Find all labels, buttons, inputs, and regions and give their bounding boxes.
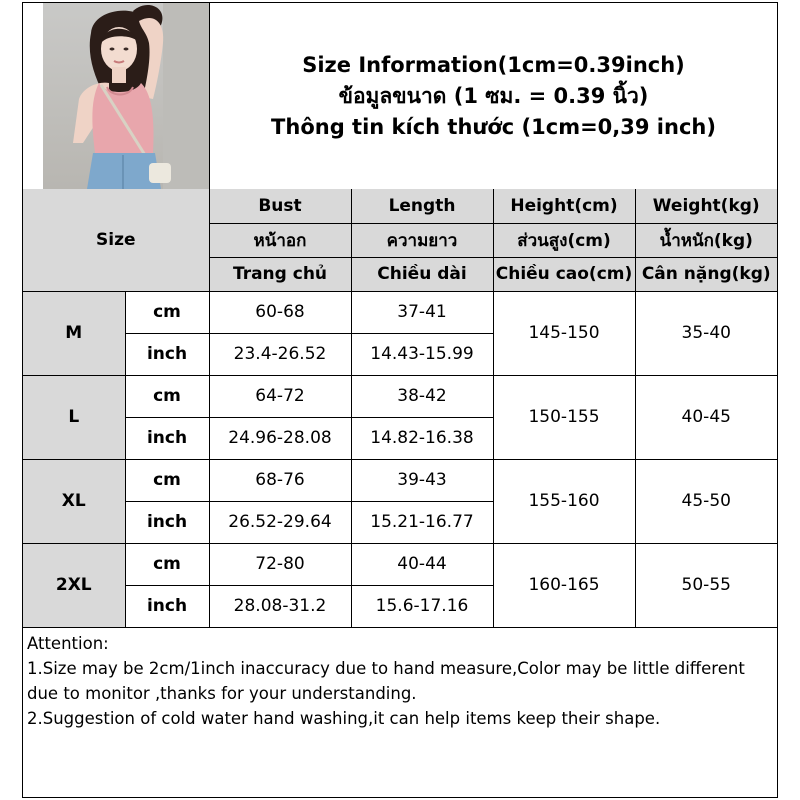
table-row: [23, 459, 777, 501]
unit-cell: inch: [125, 417, 209, 459]
bust-cm-cell: 64-72: [209, 375, 351, 417]
attention-notes: [27, 631, 772, 731]
table-row: [23, 543, 777, 585]
table-row: [23, 291, 777, 333]
col-bust-vi: Trang chủ: [209, 257, 351, 291]
col-weight-en: Weight(kg): [635, 189, 777, 223]
size-cell: 2XL: [23, 543, 125, 627]
unit-cell: cm: [125, 543, 209, 585]
col-bust-th: หน้าอก: [209, 223, 351, 257]
unit-cell: cm: [125, 459, 209, 501]
attention-item-1: 1.Size may be 2cm/1inch inaccuracy due to hand measure,Color may be little different due to monitor ,thanks for your understanding.: [27, 659, 745, 703]
bust-cm-cell: 72-80: [209, 543, 351, 585]
model-photo: [43, 3, 209, 189]
length-cm-cell: 37-41: [351, 291, 493, 333]
attention-heading: Attention:: [27, 634, 109, 653]
size-header: Size: [23, 189, 209, 291]
size-table: [23, 189, 777, 628]
height-cell: 160-165: [493, 543, 635, 627]
length-inch-cell: 14.43-15.99: [351, 333, 493, 375]
col-weight-vi: Cân nặng(kg): [635, 257, 777, 291]
unit-cell: inch: [125, 501, 209, 543]
title-thai: ข้อมูลขนาด (1 ซม. = 0.39 นิ้ว): [338, 83, 649, 108]
bust-inch-cell: 23.4-26.52: [209, 333, 351, 375]
weight-cell: 35-40: [635, 291, 777, 375]
unit-cell: cm: [125, 375, 209, 417]
length-inch-cell: 15.21-16.77: [351, 501, 493, 543]
col-length-en: Length: [351, 189, 493, 223]
bust-cm-cell: 68-76: [209, 459, 351, 501]
col-height-th: ส่วนสูง(cm): [493, 223, 635, 257]
col-height-en: Height(cm): [493, 189, 635, 223]
col-length-th: ความยาว: [351, 223, 493, 257]
bust-inch-cell: 28.08-31.2: [209, 585, 351, 627]
bust-inch-cell: 26.52-29.64: [209, 501, 351, 543]
table-row: [23, 375, 777, 417]
height-cell: 150-155: [493, 375, 635, 459]
size-chart-header: [23, 3, 777, 190]
height-cell: 145-150: [493, 291, 635, 375]
unit-cell: inch: [125, 333, 209, 375]
size-cell: XL: [23, 459, 125, 543]
title-english: Size Information(1cm=0.39inch): [302, 52, 685, 77]
size-info-title: [210, 3, 777, 189]
unit-cell: cm: [125, 291, 209, 333]
size-cell: L: [23, 375, 125, 459]
length-cm-cell: 39-43: [351, 459, 493, 501]
bust-inch-cell: 24.96-28.08: [209, 417, 351, 459]
size-chart-sheet: [22, 2, 778, 798]
bust-cm-cell: 60-68: [209, 291, 351, 333]
weight-cell: 40-45: [635, 375, 777, 459]
length-inch-cell: 14.82-16.38: [351, 417, 493, 459]
col-height-vi: Chiều cao(cm): [493, 257, 635, 291]
unit-cell: inch: [125, 585, 209, 627]
attention-item-2: 2.Suggestion of cold water hand washing,it can help items keep their shape.: [27, 709, 661, 728]
height-cell: 155-160: [493, 459, 635, 543]
title-vietnamese: Thông tin kích thước (1cm=0,39 inch): [271, 114, 716, 139]
size-cell: M: [23, 291, 125, 375]
col-bust-en: Bust: [209, 189, 351, 223]
weight-cell: 45-50: [635, 459, 777, 543]
length-cm-cell: 40-44: [351, 543, 493, 585]
weight-cell: 50-55: [635, 543, 777, 627]
length-cm-cell: 38-42: [351, 375, 493, 417]
length-inch-cell: 15.6-17.16: [351, 585, 493, 627]
col-length-vi: Chiều dài: [351, 257, 493, 291]
col-weight-th: น้ำหนัก(kg): [635, 223, 777, 257]
